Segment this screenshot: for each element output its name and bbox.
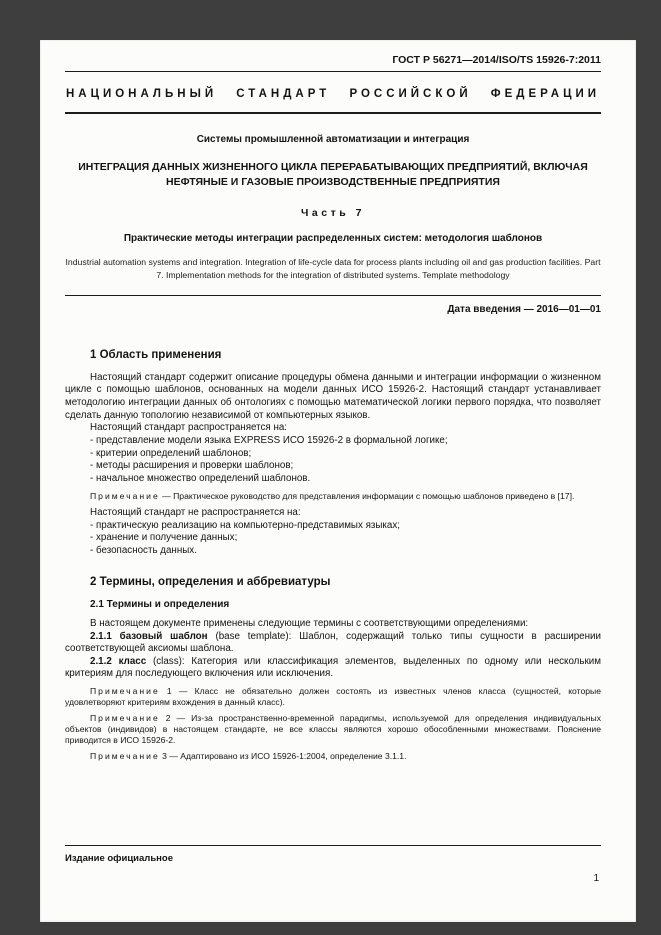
document-page	[40, 40, 636, 922]
term-number-name: 2.1.2 класс	[90, 655, 147, 667]
scope-list-item: - представление модели языка EXPRESS ИСО 15926-2 в формальной логике;	[90, 434, 448, 446]
section-1-heading: 1 Область применения	[90, 348, 222, 361]
term-note	[65, 686, 601, 708]
section-2-heading: 2 Термины, определения и аббревиатуры	[90, 575, 331, 588]
doc-number: ГОСТ Р 56271—2014/ISO/TS 15926-7:2011	[392, 54, 601, 66]
term-definition-text: (base template): Шаблон, содержащий только типы сущности в расширении соответствующей аксиомы шаблона.	[65, 630, 601, 655]
note-label: Примечание	[90, 750, 160, 761]
term-number-name: 2.1.1 базовый шаблон	[90, 630, 208, 642]
scope-list-item: - критерии определений шаблонов;	[90, 447, 252, 459]
standard-type-banner: НАЦИОНАЛЬНЫЙ СТАНДАРТ РОССИЙСКОЙ ФЕДЕРАЦИИ	[65, 88, 601, 100]
edition-official-label: Издание официальное	[65, 853, 173, 864]
term-definition-text: (class): Категория или классификация элементов, выделенных по одному или нескольким критериям для последующего включения или исключения.	[65, 655, 601, 680]
section-2-1-subheading: 2.1 Термины и определения	[90, 598, 230, 610]
title-subject: Системы промышленной автоматизации и интеграция	[196, 134, 470, 145]
section-1-paragraph: Настоящий стандарт не распространяется на:	[90, 506, 301, 518]
main-title: ИНТЕГРАЦИЯ ДАННЫХ ЖИЗНЕННОГО ЦИКЛА ПЕРЕРАБАТЫВАЮЩИХ ПРЕДПРИЯТИЙ, ВКЛЮЧАЯ НЕФТЯНЫЕ И ГАЗОВЫЕ ПРОИЗВОДСТВЕННЫЕ ПРЕДПРИЯТИЯ	[78, 161, 588, 189]
note-text: — Практическое руководство для представления информации с помощью шаблонов приведено в [17].	[159, 490, 575, 501]
section-1-note	[65, 491, 601, 502]
section-2-intro: В настоящем документе применены следующие термины с соответствующими определениями:	[90, 617, 529, 629]
term-definition	[65, 656, 601, 681]
header-rule-top	[65, 71, 601, 72]
note-text: 3 — Адаптировано из ИСО 15926-1:2004, определение 3.1.1.	[159, 750, 407, 761]
note-text: 2 — Из-за пространственно-временной парадигмы, используемой для определения индивидуальных объектов (индивидов) в настоящем стандарте, не все классы являются хорошо обособленными множествами. Пояснение приводится в ИСО 15926-2.	[65, 712, 601, 745]
term-note	[65, 751, 601, 762]
header-rule-thick	[65, 112, 601, 114]
section-1-paragraph: Настоящий стандарт распространяется на:	[90, 422, 288, 434]
page-number: 1	[593, 873, 599, 884]
scope-list-item: - начальное множество определений шаблонов.	[90, 473, 311, 485]
note-label: Примечание	[90, 712, 160, 723]
title-rule-bottom	[65, 295, 601, 296]
note-label: Примечание	[90, 490, 160, 501]
section-1-paragraph: Настоящий стандарт содержит описание процедуры обмена данными и интеграции информации о жизненном цикле с помощью шаблонов, основанных на модели данных ИСО 15926-2. Настоящий стандарт устанавливает методологию интеграции данных об онтологиях с помощью математической логики первого порядка, что позволяет сделать данную топологию независимой от компьютерных языков.	[65, 371, 601, 421]
exclusion-list-item: - хранение и получение данных;	[90, 532, 238, 544]
footer	[65, 845, 601, 864]
effective-date: Дата введения — 2016—01—01	[447, 303, 601, 315]
scope-list-item: - методы расширения и проверки шаблонов;	[90, 460, 294, 472]
note-text: 1 — Класс не обязательно должен состоять из известных членов класса (сущностей, которые удовлетворяют критериям вхождения в данный класс).	[65, 685, 601, 707]
part-label: Часть 7	[301, 207, 365, 220]
term-note	[65, 713, 601, 746]
subtitle: Практические методы интеграции распределенных систем: методология шаблонов	[123, 233, 543, 245]
note-label: Примечание	[90, 685, 160, 696]
term-definition	[65, 631, 601, 656]
english-title: Industrial automation systems and integration. Integration of life-cycle data for process plants including oil and gas production facilities. Part 7. Implementation methods for the integration of distributed systems. Template methodology	[65, 257, 601, 280]
exclusion-list-item: - практическую реализацию на компьютерно-представимых языках;	[90, 519, 400, 531]
exclusion-list-item: - безопасность данных.	[90, 545, 197, 557]
